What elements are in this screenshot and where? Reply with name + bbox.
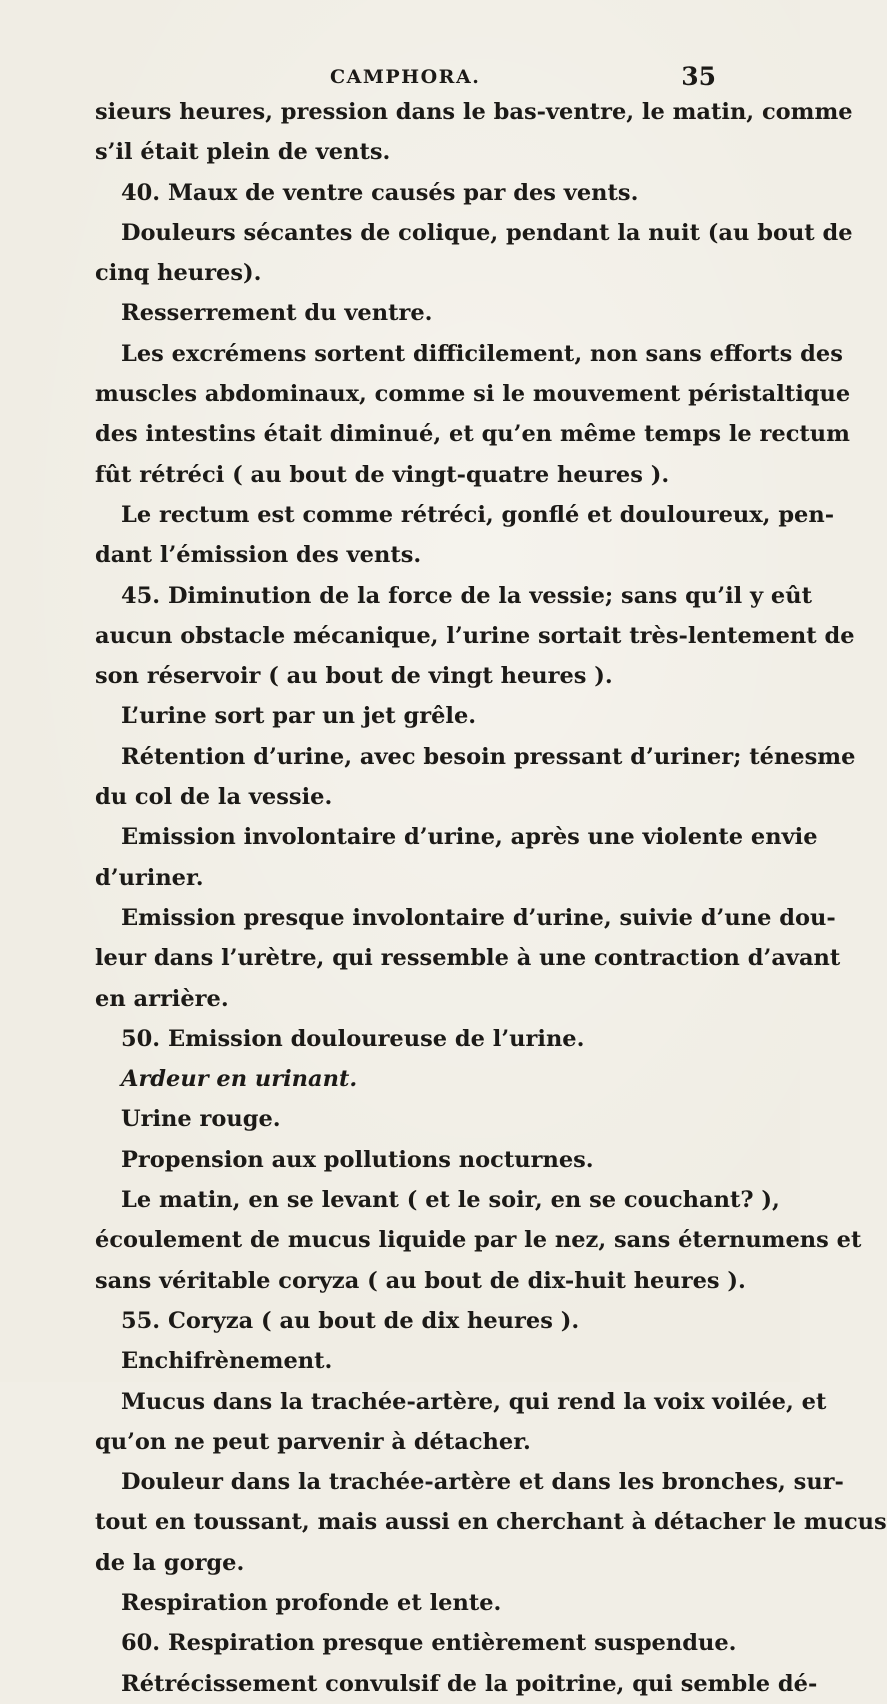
text-line: cinq heures). — [95, 260, 262, 287]
text-line: son réservoir ( au bout de vingt heures ). — [95, 663, 613, 690]
text-line: Mucus dans la trachée-artère, qui rend la voix voilée, et — [121, 1388, 827, 1415]
text-line: muscles abdominaux, comme si le mouvement péristaltique — [95, 381, 851, 408]
text-line: du col de la vessie. — [95, 784, 333, 811]
text-line: 45. Diminution de la force de la vessie; sans qu’il y eût — [121, 582, 812, 609]
text-line: qu’on ne peut parvenir à détacher. — [95, 1428, 531, 1455]
text-line: en arrière. — [95, 985, 229, 1012]
text-line: 40. Maux de ventre causés par des vents. — [121, 179, 639, 206]
text-line: aucun obstacle mécanique, l’urine sortait très-lentement de — [95, 622, 855, 649]
text-line: des intestins était diminué, et qu’en même temps le rectum — [95, 421, 850, 448]
text-line: Les excrémens sortent difficilement, non sans efforts des — [121, 340, 843, 367]
text-line: 50. Emission douloureuse de l’urine. — [121, 1025, 585, 1052]
text-line: leur dans l’urètre, qui ressemble à une contraction d’avant — [95, 945, 841, 972]
text-line: L’urine sort par un jet grêle. — [121, 703, 477, 730]
text-line: de la gorge. — [95, 1549, 245, 1576]
text-line: sans véritable coryza ( au bout de dix-huit heures ). — [95, 1267, 746, 1294]
text-line: tout en toussant, mais aussi en cherchant à détacher le mucus — [95, 1509, 887, 1536]
text-line: Enchifrènement. — [121, 1348, 333, 1375]
text-line: 55. Coryza ( au bout de dix heures ). — [121, 1307, 580, 1334]
text-line: Le matin, en se levant ( et le soir, en se couchant? ), — [121, 1187, 780, 1214]
text-line: Emission presque involontaire d’urine, suivie d’une dou- — [121, 904, 836, 931]
text-line: Douleur dans la trachée-artère et dans les bronches, sur- — [121, 1469, 844, 1496]
text-line: Emission involontaire d’urine, après une violente envie — [121, 824, 818, 851]
running-head — [0, 62, 800, 92]
text-line: Rétention d’urine, avec besoin pressant d’uriner; ténesme — [121, 743, 856, 770]
text-line: Douleurs sécantes de colique, pendant la nuit (au bout de — [121, 219, 853, 246]
text-body — [95, 92, 887, 1704]
text-line: fût rétréci ( au bout de vingt-quatre heures ). — [95, 461, 670, 488]
text-line: s’il était plein de vents. — [95, 139, 391, 166]
text-line: Propension aux pollutions nocturnes. — [121, 1146, 594, 1173]
text-line: écoulement de mucus liquide par le nez, sans éternumens et — [95, 1227, 862, 1254]
text-line: Le rectum est comme rétréci, gonflé et douloureux, pen- — [121, 501, 835, 528]
text-line: Rétrécissement convulsif de la poitrine, qui semble dé- — [121, 1670, 818, 1697]
page-number: 35 — [681, 62, 716, 91]
text-line: d’uriner. — [95, 864, 204, 891]
text-line: 60. Respiration presque entièrement suspendue. — [121, 1630, 737, 1657]
text-line: Resserrement du ventre. — [121, 300, 433, 327]
text-line: Ardeur en urinant. — [121, 1066, 358, 1093]
text-line: sieurs heures, pression dans le bas-ventre, le matin, comme — [95, 99, 853, 125]
text-line: Urine rouge. — [121, 1106, 281, 1133]
running-title: CAMPHORA. — [330, 66, 481, 88]
text-line: Respiration profonde et lente. — [121, 1589, 502, 1616]
text-line: dant l’émission des vents. — [95, 542, 422, 569]
